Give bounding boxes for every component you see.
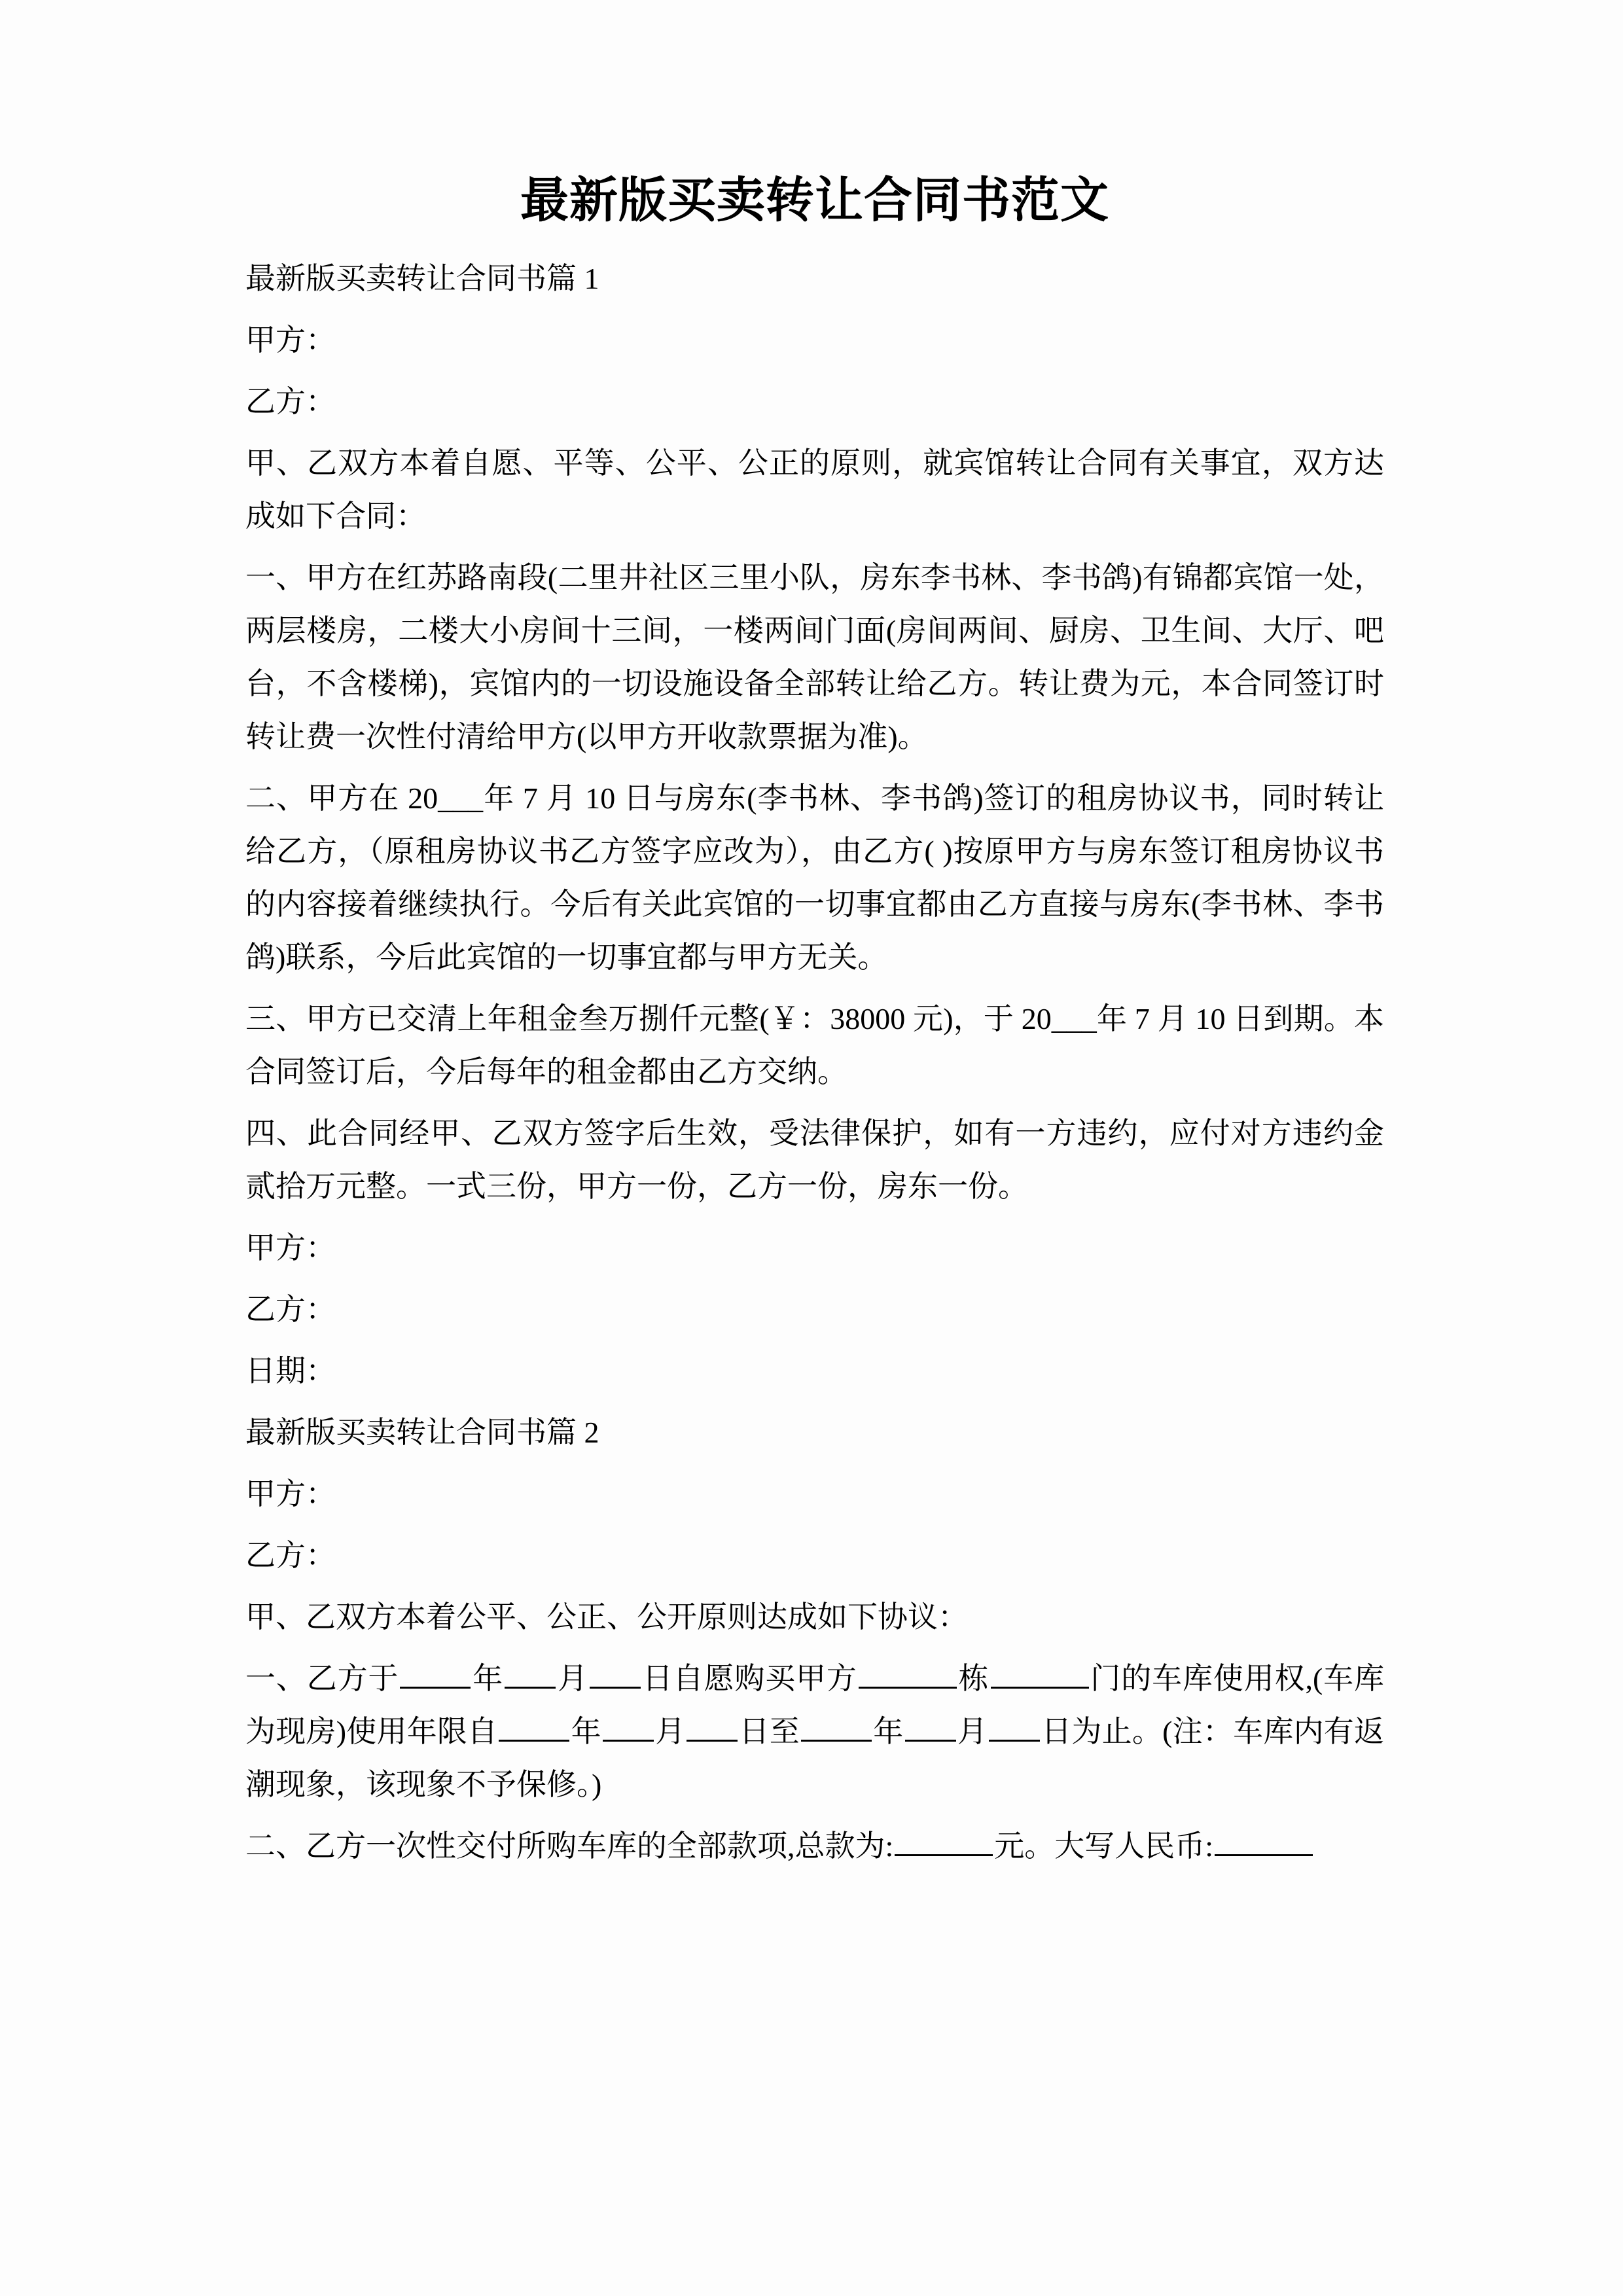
start-month-blank[interactable] [603,1712,654,1742]
start-day-blank[interactable] [687,1712,738,1742]
end-day-blank[interactable] [989,1712,1040,1742]
clause-1-text-10: 年 [873,1714,904,1748]
end-month-blank[interactable] [905,1712,956,1742]
clause-1-text-8: 月 [654,1714,686,1748]
clause-1-text-1: 一、乙方于 [245,1661,399,1695]
section-1-heading: 最新版买卖转让合同书篇 1 [245,261,599,295]
section-2-clause-1 [245,1652,1384,1811]
clause-1-text-3: 月 [557,1661,588,1695]
clause-1-text-9: 日至 [739,1714,800,1748]
section-1-signature-party-b: 乙方： [245,1292,336,1326]
clause-1-text-2: 年 [472,1661,504,1695]
section-1-clause-1: 一、甲方在红苏路南段(二里井社区三里小队，房东李书林、李书鸽)有锦都宾馆一处，两层楼房，二楼大小房间十三间，一楼两间门面(房间两间、厨房、卫生间、大厅、吧台，不含楼梯)，宾馆内的一切设施设备全部转让给乙方。转让费为元，本合同签订时转让费一次性付清给甲方(以甲方开收款票据为准)。 [245,560,1384,753]
year-blank-1[interactable] [400,1659,471,1689]
section-1-clause-2: 二、甲方在 20___年 7 月 10 日与房东(李书林、李书鸽)签订的租房协议书，同时转让给乙方，（原租房协议书乙方签字应改为），由乙方( )按原甲方与房东签订租房协议书的内容接着继续执行。今后有关此宾馆的一切事宜都由乙方直接与房东(李书林、李书鸽)联系，今后此宾馆的一切事宜都与甲方无关。 [245,781,1384,974]
section-2-party-a: 甲方： [245,1477,336,1511]
section-1-clause-3: 三、甲方已交清上年租金叁万捌仟元整(￥：38000 元)，于 20___年 7 月 10 日到期。本合同签订后，今后每年的租金都由乙方交纳。 [245,1001,1384,1088]
clause-2-text-1: 二、乙方一次性交付所购车库的全部款项,总款为: [245,1829,894,1863]
total-amount-blank[interactable] [895,1827,993,1856]
clause-2-text-2: 元。大写人民币: [994,1829,1214,1863]
section-1-clause-4: 四、此合同经甲、乙双方签字后生效，受法律保护，如有一方违约，应付对方违约金贰拾万元整。一式三份，甲方一份，乙方一份，房东一份。 [245,1116,1384,1203]
section-1-signature-party-a: 甲方： [245,1230,336,1265]
section-1-signature-date: 日期： [245,1354,336,1388]
month-blank-1[interactable] [505,1659,556,1689]
section-2-clause-2 [245,1820,1384,1873]
section-2-party-b: 乙方： [245,1538,336,1572]
building-blank[interactable] [859,1659,957,1689]
clause-1-text-12: 日为止。(注：车库内有返潮现象，该现象不予保修。) [245,1714,1385,1801]
section-2-preamble: 甲、乙双方本着公平、公正、公开原则达成如下协议： [245,1600,968,1634]
start-year-blank[interactable] [499,1712,569,1742]
amount-in-words-blank[interactable] [1215,1827,1313,1856]
door-blank[interactable] [991,1659,1089,1689]
clause-1-text-11: 月 [957,1714,988,1748]
day-blank-1[interactable] [590,1659,641,1689]
clause-1-text-5: 栋 [957,1661,990,1695]
section-1-preamble: 甲、乙双方本着自愿、平等、公平、公正的原则，就宾馆转让合同有关事宜，双方达成如下合同： [245,446,1384,533]
clause-1-text-4: 日自愿购买甲方 [641,1661,857,1695]
document-content [245,173,1384,1881]
clause-1-text-6: 门的车库使用权,(车库为现房)使用年限自 [245,1661,1385,1748]
clause-1-text-7: 年 [571,1714,601,1748]
section-1-party-b: 乙方： [245,384,336,418]
section-2-heading: 最新版买卖转让合同书篇 2 [245,1415,599,1449]
page-title: 最新版买卖转让合同书范文 [520,174,1109,228]
end-year-blank[interactable] [801,1712,872,1742]
section-1-party-a: 甲方： [245,323,336,357]
